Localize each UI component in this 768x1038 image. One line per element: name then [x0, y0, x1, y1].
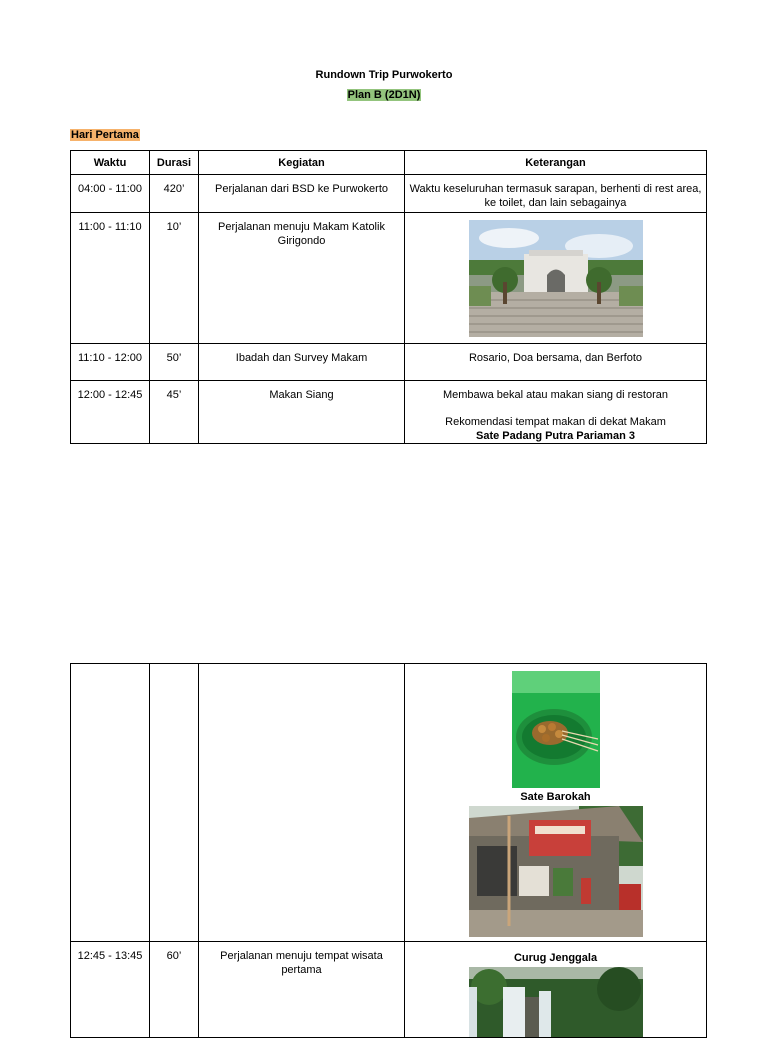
plan-label: Plan B (2D1N) — [347, 89, 421, 101]
table-header-row — [71, 151, 707, 175]
cell-durasi — [150, 664, 199, 942]
cell-waktu — [71, 664, 150, 942]
cell-keterangan-images — [405, 664, 707, 942]
caption-sate-barokah: Sate Barokah — [520, 791, 591, 803]
cell-kegiatan: Perjalanan menuju Makam Katolik Girigondo — [199, 213, 405, 344]
cell-durasi: 420’ — [150, 175, 199, 213]
cell-kegiatan: Perjalanan dari BSD ke Purwokerto — [199, 175, 405, 213]
cell-durasi: 10’ — [150, 213, 199, 344]
table-row — [71, 381, 707, 444]
cemetery-gate-photo — [469, 220, 643, 337]
keterangan-line-2: Rekomendasi tempat makan di dekat Makam — [445, 416, 666, 428]
cell-kegiatan — [199, 664, 405, 942]
cell-durasi: 45’ — [150, 381, 199, 444]
cell-waktu: 12:45 - 13:45 — [71, 942, 150, 1038]
cell-keterangan: Waktu keseluruhan termasuk sarapan, berhenti di rest area, ke toilet, dan lain sebagainya — [405, 175, 707, 213]
restaurant-photo — [469, 806, 643, 937]
table-row — [71, 213, 707, 344]
table-row — [71, 664, 707, 942]
cell-kegiatan: Makan Siang — [199, 381, 405, 444]
cell-kegiatan: Perjalanan menuju tempat wisata pertama — [199, 942, 405, 1038]
table-row — [71, 344, 707, 381]
cell-waktu: 04:00 - 11:00 — [71, 175, 150, 213]
table-row — [71, 175, 707, 213]
cell-waktu: 11:10 - 12:00 — [71, 344, 150, 381]
cell-waktu: 11:00 - 11:10 — [71, 213, 150, 344]
rundown-table — [70, 150, 707, 444]
cell-waktu: 12:00 - 12:45 — [71, 381, 150, 444]
table-row — [71, 942, 707, 1038]
cell-durasi: 60’ — [150, 942, 199, 1038]
restaurant-recommendation: Sate Padang Putra Pariaman 3 — [476, 430, 635, 442]
header-keterangan: Keterangan — [405, 151, 707, 175]
cell-durasi: 50’ — [150, 344, 199, 381]
cell-keterangan-image — [405, 213, 707, 344]
keterangan-line-1: Membawa bekal atau makan siang di restoran — [442, 389, 668, 401]
sate-photo — [512, 671, 600, 788]
cell-keterangan: Rosario, Doa bersama, dan Berfoto — [405, 344, 707, 381]
header-waktu: Waktu — [71, 151, 150, 175]
header-kegiatan: Kegiatan — [199, 151, 405, 175]
cell-kegiatan: Ibadah dan Survey Makam — [199, 344, 405, 381]
cell-keterangan — [405, 381, 707, 444]
header-durasi: Durasi — [150, 151, 199, 175]
rundown-table-continued — [70, 663, 707, 1038]
document-title: Rundown Trip Purwokerto — [315, 69, 453, 81]
cell-keterangan — [405, 942, 707, 1038]
section-heading: Hari Pertama — [71, 129, 139, 141]
caption-curug-jenggala: Curug Jenggala — [513, 952, 598, 964]
waterfall-photo — [469, 967, 643, 1037]
